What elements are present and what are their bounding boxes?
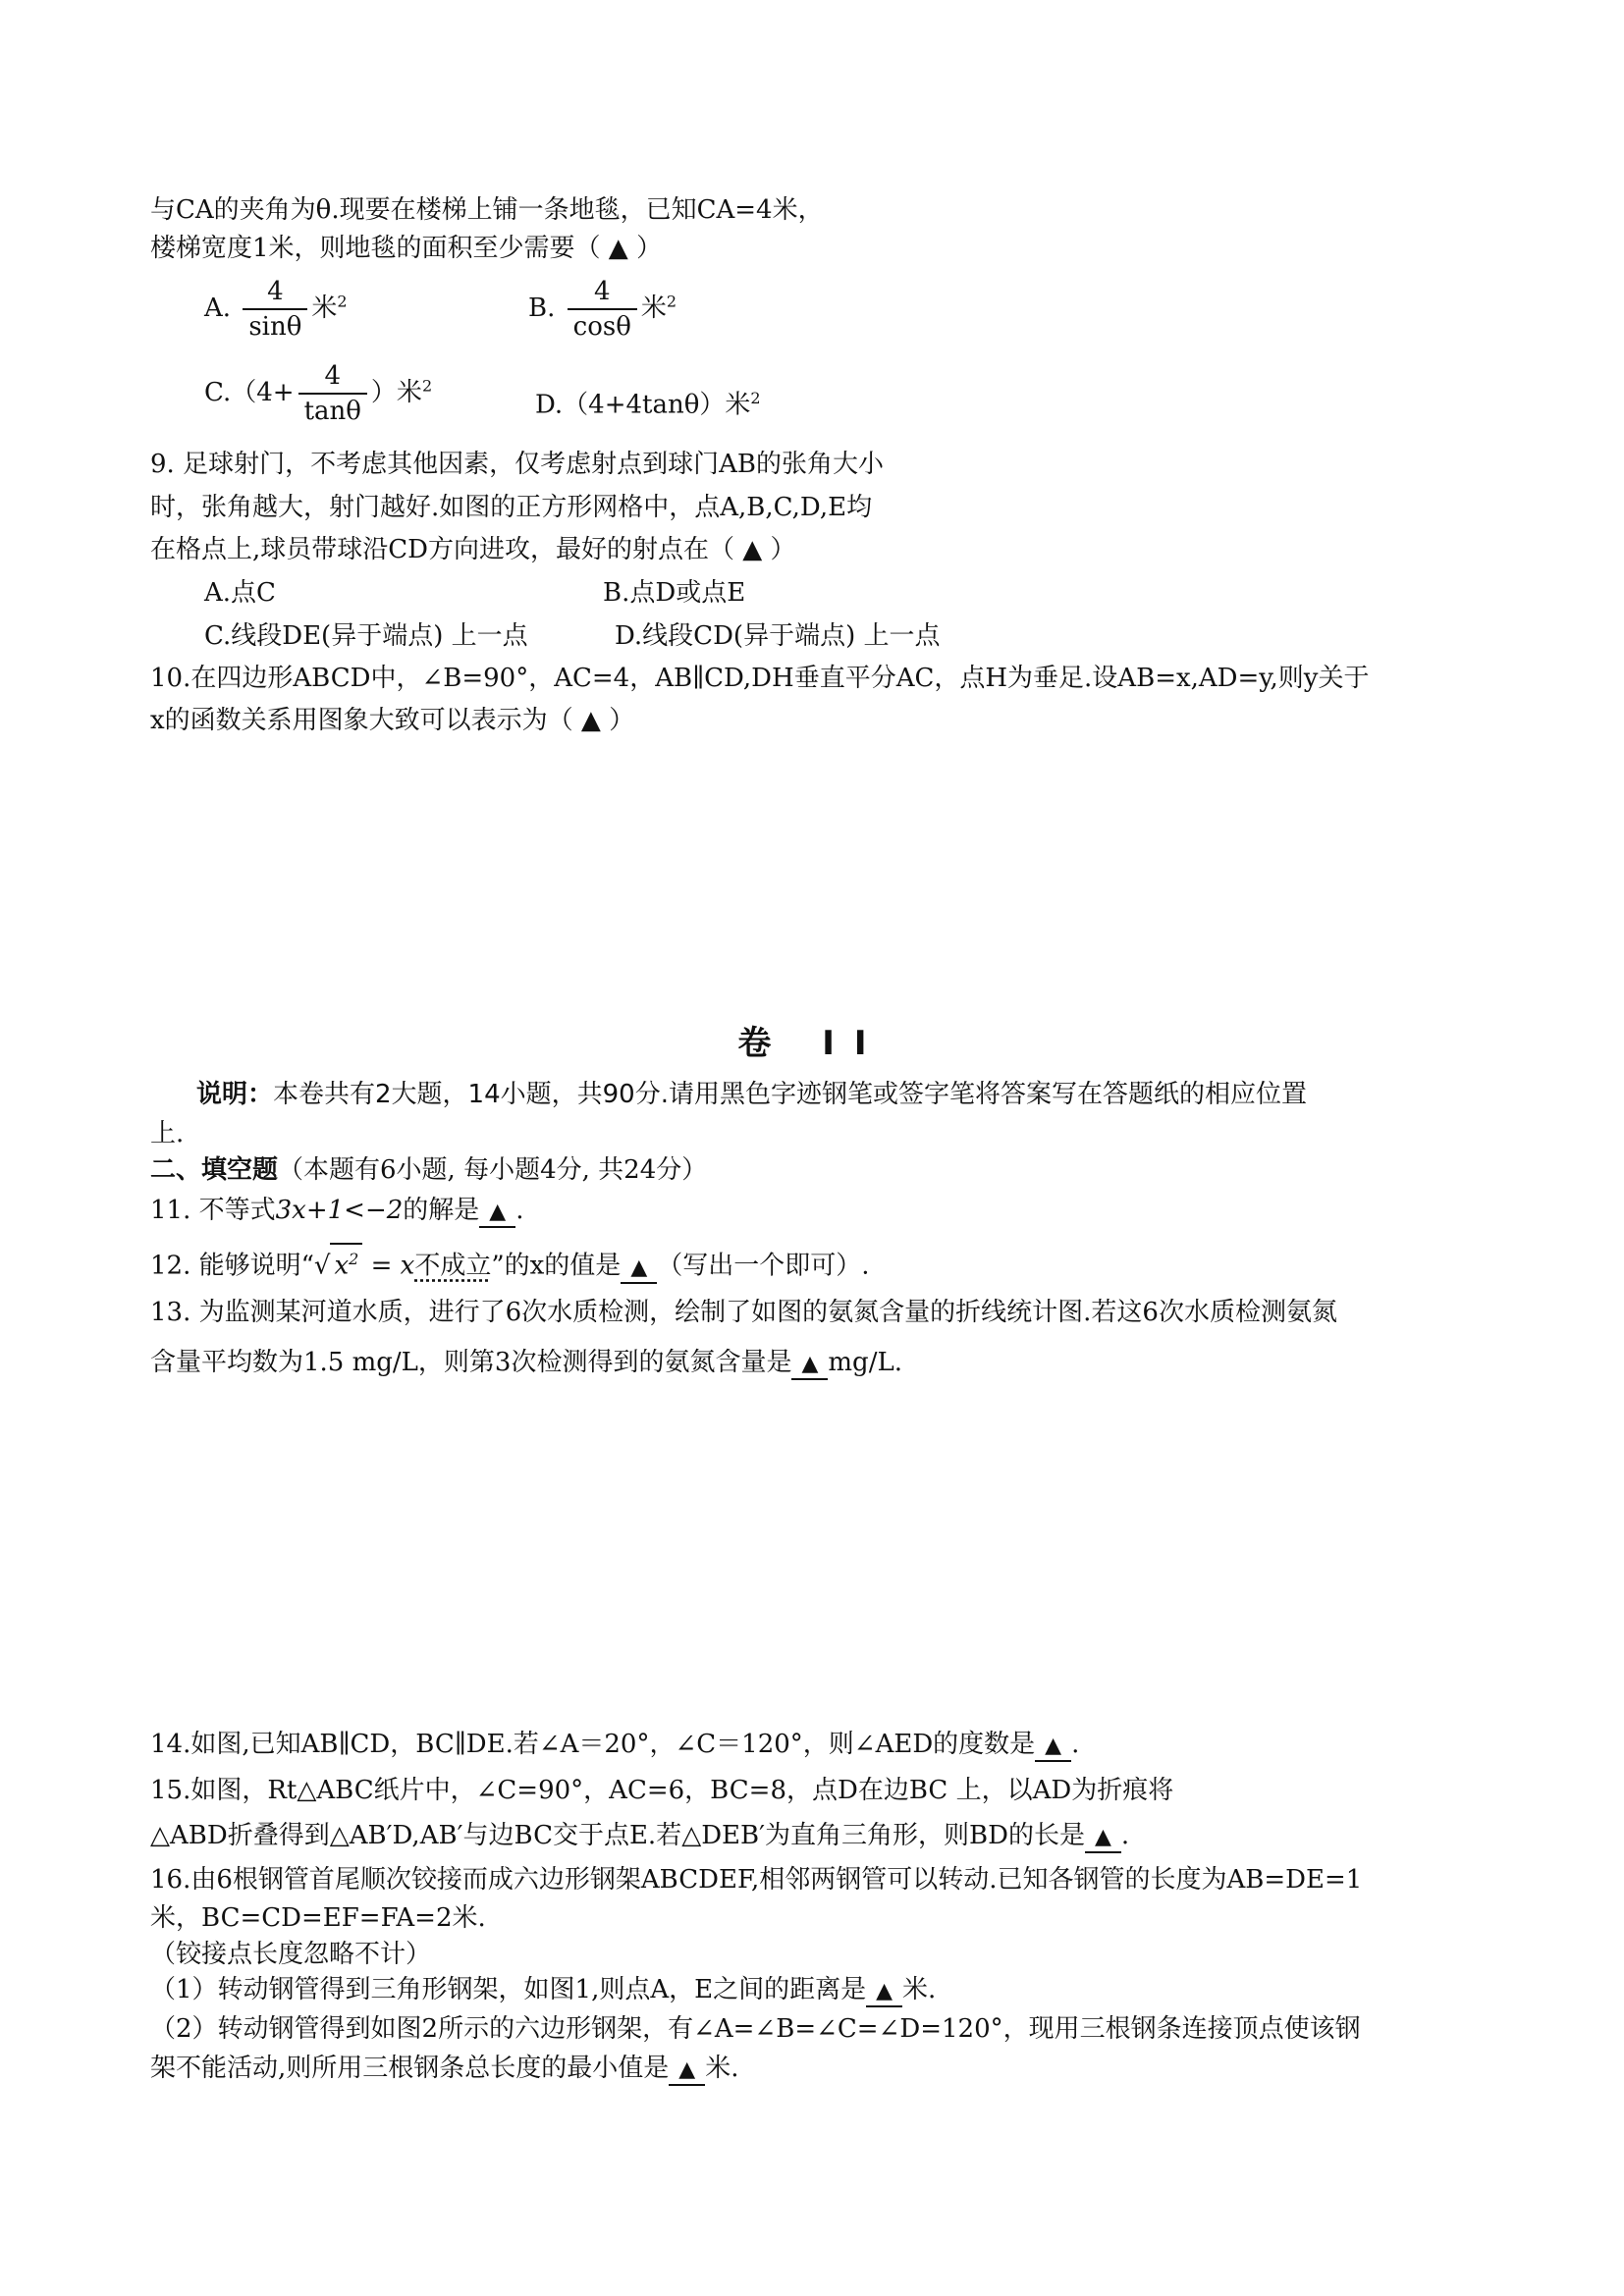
q8-option-c-fraction: $\frac{4}{\tan\theta}$ [298, 359, 367, 428]
q12: 12. 能够说明“√ $x^2 = x$不成立”的x的值是 ▲ （写出一个即可）. [150, 1243, 870, 1284]
q8-option-a-fraction: $\frac{4}{\sin\theta}$ [243, 275, 307, 344]
q9-line2: 时，张角越大，射门越好.如图的正方形网格中，点A,B,C,D,E均 [150, 493, 873, 522]
q14: 14.如图,已知AB∥CD，BC∥DE.若∠A＝20°，∠C＝120°，则∠AED的度数是 ▲ . [150, 1728, 1079, 1762]
q8-option-b: B. $\frac{4}{\cos\theta}$ 米$^2$ [528, 277, 677, 342]
part2-title: 卷 II [737, 1024, 887, 1063]
q8-option-a: A. $\frac{4}{\sin\theta}$ 米$^2$ [204, 277, 348, 342]
q10-line1: 10.在四边形ABCD中，∠B=90°，AC=4，AB∥CD,DH垂直平分AC，点H为垂足.设AB=x,AD=y,则y关于 [150, 664, 1370, 693]
part2-note-label: 说明： [196, 1080, 274, 1109]
q9-option-d: D.线段CD(异于端点) 上一点 [615, 621, 941, 651]
q12-answer-blank[interactable]: ▲ [621, 1253, 657, 1284]
q11-answer-blank[interactable]: ▲ [479, 1197, 515, 1228]
section-heading [150, 1153, 707, 1187]
q14-answer-blank[interactable]: ▲ [1035, 1731, 1071, 1762]
q9-option-c: C.线段DE(异于端点) 上一点 [204, 621, 528, 651]
sqrt-symbol: √ [313, 1251, 331, 1281]
section-info: （本题有6小题, 每小题4分, 共24分） [278, 1155, 708, 1185]
q9-line1: 9. 足球射门，不考虑其他因素，仅考虑射点到球门AB的张角大小 [150, 450, 884, 479]
q11: 11. 不等式3x+1<−2的解是 ▲ . [150, 1194, 523, 1228]
q16-line3: （铰接点长度忽略不计） [150, 1940, 432, 1969]
q13-answer-blank[interactable]: ▲ [791, 1349, 828, 1380]
q8-line2: 楼梯宽度1米，则地毯的面积至少需要（ ▲ ） [150, 234, 663, 263]
q16-answer-blank-1[interactable]: ▲ [866, 1976, 902, 2007]
q12-emphasis: 不成立 [414, 1251, 492, 1281]
q9-option-a: A.点C [204, 578, 276, 608]
q15-line1: 15.如图，Rt△ABC纸片中，∠C=90°，AC=6，BC=8，点D在边BC 上，以AD为折痕将 [150, 1776, 1174, 1805]
q8-option-d: D.（4+4tanθ）米$^2$ [535, 389, 761, 420]
q8-option-c: C.（4+ $\frac{4}{\tan\theta}$ ）米$^2$ [204, 361, 433, 426]
part2-note [196, 1078, 1307, 1111]
q16-answer-blank-2[interactable]: ▲ [669, 2055, 705, 2086]
part2-note-text: 本卷共有2大题，14小题，共90分.请用黑色字迹钢笔或签字笔将答案写在答题纸的相应位置 [273, 1080, 1307, 1109]
q8-line1: 与CA的夹角为θ.现要在楼梯上铺一条地毯，已知CA=4米， [150, 195, 824, 225]
q15-line2: △ABD折叠得到△AB′D,AB′与边BC交于点E.若△DEB′为直角三角形，则BD的长是 ▲ . [150, 1819, 1129, 1853]
q16-line2: 米，BC=CD=EF=FA=2米. [150, 1903, 486, 1933]
q12-sqrt: $x^2$ [330, 1243, 362, 1281]
q10-line2: x的函数关系用图象大致可以表示为（ ▲ ） [150, 706, 635, 735]
q16-line5: （2）转动钢管得到如图2所示的六边形钢架，有∠A=∠B=∠C=∠D=120°，现用三根钢条连接顶点使该钢 [150, 2014, 1361, 2044]
q16-line1: 16.由6根钢管首尾顺次铰接而成六边形钢架ABCDEF,相邻两钢管可以转动.已知各钢管的长度为AB=DE=1 [150, 1865, 1363, 1895]
q16-line6: 架不能活动,则所用三根钢条总长度的最小值是 ▲ 米. [150, 2052, 738, 2086]
q13-line1: 13. 为监测某河道水质，进行了6次水质检测，绘制了如图的氨氮含量的折线统计图.若这6次水质检测氨氮 [150, 1298, 1337, 1327]
part2-note-cont: 上. [150, 1119, 185, 1148]
q9-option-b: B.点D或点E [603, 578, 746, 608]
q13-line2: 含量平均数为1.5 mg/L，则第3次检测得到的氨氮含量是 ▲ mg/L. [150, 1346, 902, 1380]
q16-line4: （1）转动钢管得到三角形钢架，如图1,则点A，E之间的距离是 ▲ 米. [150, 1973, 936, 2007]
q11-expression: 3x+1<−2 [275, 1196, 404, 1225]
q15-answer-blank[interactable]: ▲ [1085, 1822, 1121, 1853]
q8-option-b-fraction: $\frac{4}{\cos\theta}$ [568, 275, 637, 344]
section-label: 二、填空题 [150, 1155, 279, 1185]
q9-line3: 在格点上,球员带球沿CD方向进攻，最好的射点在（ ▲ ） [150, 535, 796, 564]
